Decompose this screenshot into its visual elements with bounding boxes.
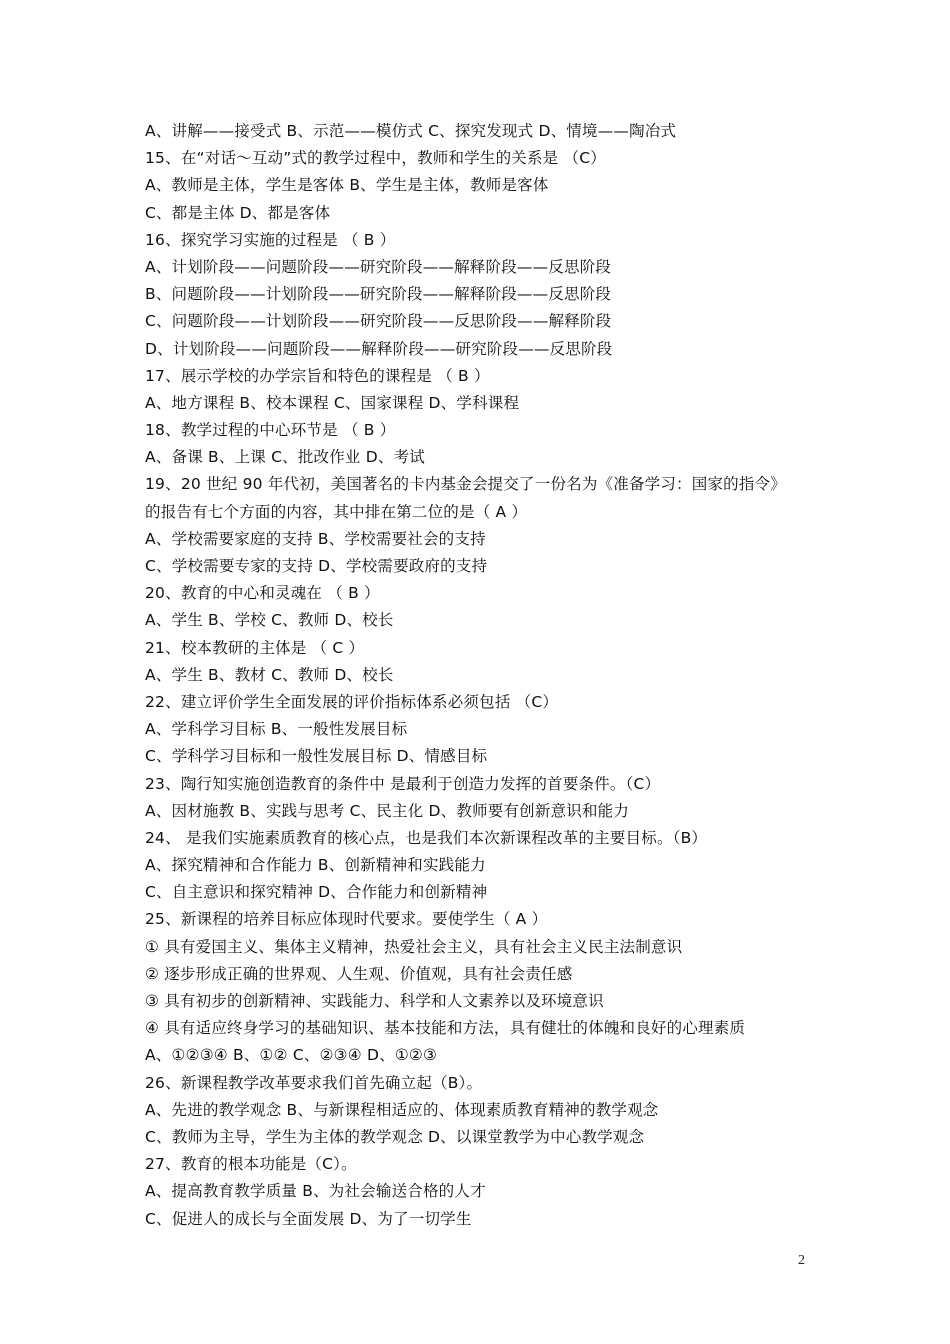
text-line: A、地方课程 B、校本课程 C、国家课程 D、学科课程 [145,393,520,412]
text-line: A、学科学习目标 B、一般性发展目标 [145,720,408,739]
text-line: 25、新课程的培养目标应体现时代要求。要使学生（ A ） [145,910,548,929]
text-line: 26、新课程教学改革要求我们首先确立起（B）。 [145,1073,483,1092]
text-line: A、备课 B、上课 C、批改作业 D、考试 [145,448,425,467]
text-line: 18、教学过程的中心环节是 （ B ） [145,421,396,440]
text-line: A、学生 B、学校 C、教师 D、校长 [145,611,394,630]
text-line: 19、20 世纪 90 年代初，美国著名的卡内基金会提交了一份名为《准备学习：国家的指令》 [145,475,786,494]
text-line: C、问题阶段——计划阶段——研究阶段——反思阶段——解释阶段 [145,312,612,331]
text-line: 的报告有七个方面的内容，其中排在第二位的是（ A ） [145,502,528,521]
text-line: 23、陶行知实施创造教育的条件中 是最利于创造力发挥的首要条件。（C） [145,774,661,793]
text-line: ① 具有爱国主义、集体主义精神，热爱社会主义，具有社会主义民主法制意识 [145,937,683,956]
text-line: 21、校本教研的主体是 （ C ） [145,638,365,657]
text-line: 27、教育的根本功能是（C）。 [145,1155,357,1174]
text-line: 16、探究学习实施的过程是 （ B ） [145,230,396,249]
text-line: ④ 具有适应终身学习的基础知识、基本技能和方法，具有健壮的体魄和良好的心理素质 [145,1019,746,1038]
text-line: A、因材施教 B、实践与思考 C、民主化 D、教师要有创新意识和能力 [145,801,630,820]
text-line: A、讲解——接受式 B、示范——模仿式 C、探究发现式 D、情境——陶冶式 [145,122,677,140]
text-line: 24、 是我们实施素质教育的核心点，也是我们本次新课程改革的主要目标。（B） [145,828,708,847]
text-line: C、学校需要专家的支持 D、学校需要政府的支持 [145,557,488,575]
text-line: A、学校需要家庭的支持 B、学校需要社会的支持 [145,529,486,548]
text-line: 17、展示学校的办学宗旨和特色的课程是 （ B ） [145,366,490,385]
text-line: 15、在“对话～互动”式的教学过程中，教师和学生的关系是 （C） [145,149,606,168]
text-line: D、计划阶段——问题阶段——解释阶段——研究阶段——反思阶段 [145,339,613,358]
text-line: A、计划阶段——问题阶段——研究阶段——解释阶段——反思阶段 [145,257,612,276]
text-line: C、都是主体 D、都是客体 [145,203,331,222]
text-line: 20、教育的中心和灵魂在 （ B ） [145,584,380,603]
text-line: C、促进人的成长与全面发展 D、为了一切学生 [145,1209,472,1228]
text-line: A、①②③④ B、①② C、②③④ D、①②③ [145,1046,438,1065]
text-line: A、教师是主体，学生是客体 B、学生是主体，教师是客体 [145,176,549,195]
text-line: C、教师为主导，学生为主体的教学观念 D、以课堂教学为中心教学观念 [145,1127,645,1146]
text-line: ③ 具有初步的创新精神、实践能力、科学和人文素养以及环境意识 [145,992,604,1010]
document-body [145,118,825,1233]
text-line: A、提高教育教学质量 B、为社会输送合格的人才 [145,1182,486,1201]
text-line: A、先进的教学观念 B、与新课程相适应的、体现素质教育精神的教学观念 [145,1100,659,1119]
text-line: 22、建立评价学生全面发展的评价指标体系必须包括 （C） [145,692,559,711]
text-line: C、自主意识和探究精神 D、合作能力和创新精神 [145,883,488,902]
page-number: 2 [798,1253,805,1268]
text-line: C、学科学习目标和一般性发展目标 D、情感目标 [145,747,488,766]
text-line: B、问题阶段——计划阶段——研究阶段——解释阶段——反思阶段 [145,285,612,304]
text-line: A、探究精神和合作能力 B、创新精神和实践能力 [145,856,486,875]
text-line: ② 逐步形成正确的世界观、人生观、价值观，具有社会责任感 [145,964,573,983]
text-line: A、学生 B、教材 C、教师 D、校长 [145,665,394,684]
